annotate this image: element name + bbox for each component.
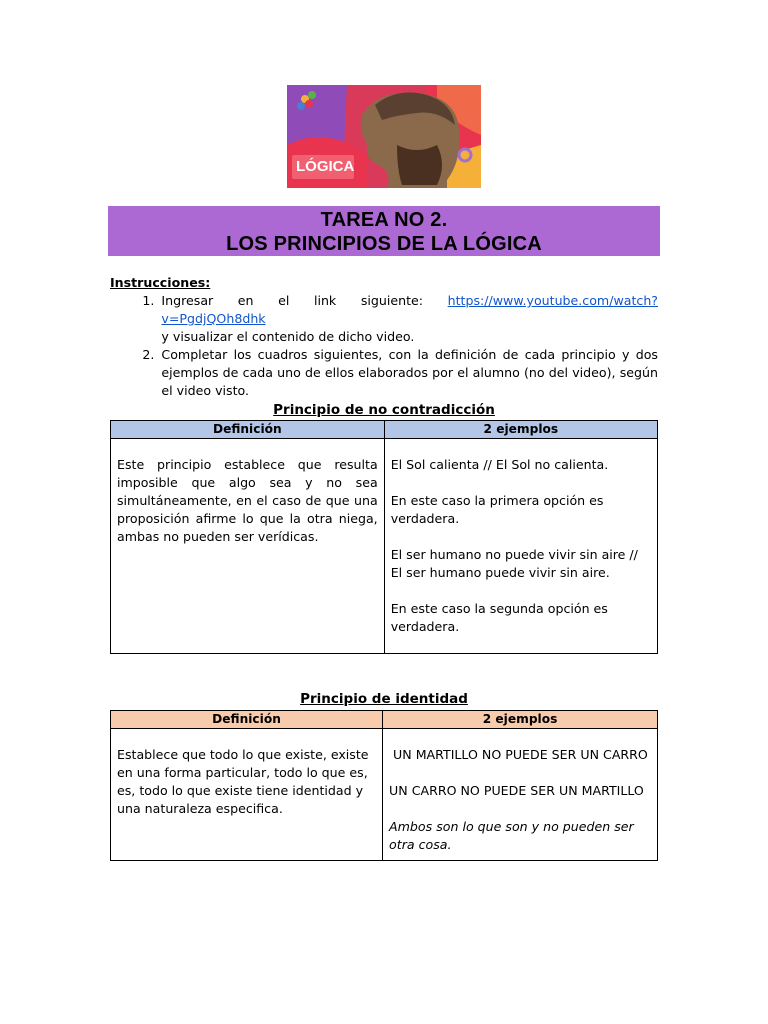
example-text: UN MARTILLO NO PUEDE SER UN CARRO bbox=[389, 747, 648, 762]
header-ejemplos: 2 ejemplos bbox=[384, 421, 657, 439]
list-item bbox=[110, 292, 658, 346]
instructions-heading: Instrucciones: bbox=[110, 275, 211, 290]
list-text: Completar los cuadros siguientes, con la definición de cada principio y dos ejemplos de cada uno de ellos elaborados por el alumno (no del video), según el video visto. bbox=[161, 347, 658, 398]
examples-cell bbox=[384, 439, 657, 654]
list-number: 2. bbox=[142, 347, 155, 362]
table-no-contradiccion bbox=[110, 420, 658, 654]
list-text: Ingresar en el link siguiente: bbox=[161, 293, 448, 308]
example-text: En este caso la segunda opción es verdadera. bbox=[390, 601, 608, 634]
definition-cell: Este principio establece que resulta imposible que algo sea y no sea simultáneamente, en el caso de que una proposición afirme lo que la otra niega, ambas no pueden ser verídicas. bbox=[111, 439, 385, 654]
title-line-2: LOS PRINCIPIOS DE LA LÓGICA bbox=[226, 233, 542, 255]
list-number: 1. bbox=[142, 293, 155, 308]
examples-cell bbox=[383, 729, 658, 861]
header-definicion: Definición bbox=[111, 421, 385, 439]
list-item bbox=[110, 346, 658, 400]
logica-banner-image bbox=[287, 85, 481, 188]
example-text: UN CARRO NO PUEDE SER UN MARTILLO bbox=[389, 783, 644, 798]
table-identidad bbox=[110, 710, 658, 861]
assignment-title bbox=[108, 206, 660, 256]
title-line-1: TAREA NO 2. bbox=[320, 209, 448, 231]
section-title-identidad: Principio de identidad bbox=[300, 691, 468, 707]
example-text: En este caso la primera opción es verdadera. bbox=[390, 493, 604, 526]
header-ejemplos: 2 ejemplos bbox=[383, 711, 658, 729]
example-text: Ambos son lo que son y no pueden ser otra cosa. bbox=[389, 819, 634, 852]
youtube-link[interactable]: https://www.youtube.com/watch?v=PgdjQOh8dhk bbox=[161, 293, 658, 326]
banner-label: LÓGICA bbox=[296, 158, 355, 175]
instructions-list bbox=[110, 292, 658, 400]
list-text: y visualizar el contenido de dicho video. bbox=[161, 329, 415, 344]
example-text: El Sol calienta // El Sol no calienta. bbox=[390, 457, 609, 472]
example-text: El ser humano no puede vivir sin aire // El ser humano puede vivir sin aire. bbox=[390, 547, 638, 580]
definition-cell: Establece que todo lo que existe, existe en una forma particular, todo lo que es, es, todo lo que existe tiene identidad y una naturaleza especifica. bbox=[111, 729, 383, 861]
section-title-no-contradiccion: Principio de no contradicción bbox=[273, 402, 495, 418]
header-definicion: Definición bbox=[111, 711, 383, 729]
